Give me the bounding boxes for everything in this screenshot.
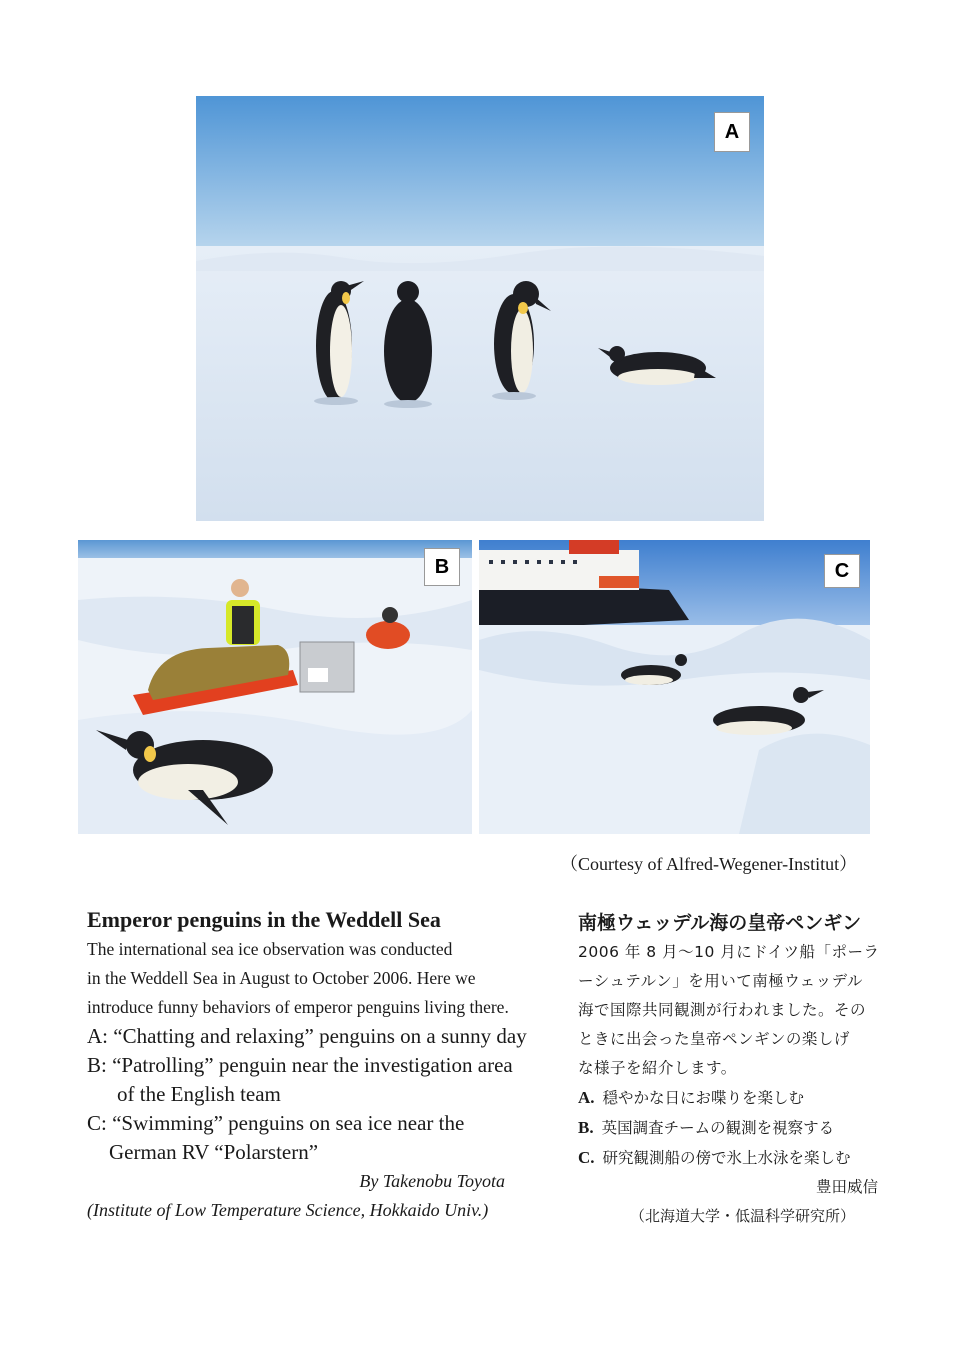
- english-item-continuation: of the English team: [117, 1082, 281, 1106]
- english-intro-line: introduce funny behaviors of emperor penguins living there.: [87, 997, 509, 1017]
- english-item-b: [87, 1051, 567, 1109]
- english-item-continuation: German RV “Polarstern”: [109, 1140, 319, 1164]
- japanese-item-b: [578, 1113, 888, 1143]
- english-byline: By Takenobu Toyota: [359, 1171, 505, 1191]
- english-intro-line: in the Weddell Sea in August to October 2006. Here we: [87, 968, 476, 988]
- photo-a-label: A: [714, 112, 750, 152]
- japanese-intro-line: ーシュテルン」を用いて南極ウェッデル: [578, 972, 863, 990]
- photo-b-image: [78, 540, 472, 834]
- photo-a-penguins-chatting: [196, 96, 764, 521]
- english-item-key: B: [87, 1053, 102, 1077]
- japanese-item-text: 研究観測船の傍で氷上水泳を楽しむ: [602, 1149, 851, 1167]
- photo-c-penguins-swimming: [479, 540, 870, 834]
- japanese-title: 南極ウェッデル海の皇帝ペンギン: [578, 912, 862, 934]
- japanese-item-key: C.: [578, 1148, 595, 1167]
- english-item-key: A: [87, 1024, 103, 1048]
- japanese-item-key: B.: [578, 1118, 594, 1137]
- english-item-text: : “Chatting and relaxing” penguins on a sunny day: [102, 1024, 527, 1048]
- english-intro-line: The international sea ice observation was conducted: [87, 939, 453, 959]
- japanese-item-text: 英国調査チームの観測を視察する: [601, 1119, 835, 1137]
- photo-b-label: B: [424, 548, 460, 586]
- japanese-item-key: A.: [578, 1088, 595, 1107]
- japanese-intro-line: な様子を紹介します。: [578, 1059, 737, 1077]
- english-item-text: : “Swimming” penguins on sea ice near the: [101, 1111, 465, 1135]
- photo-c-label: C: [824, 554, 860, 588]
- japanese-intro-line: 2006 年 8 月～10 月にドイツ船「ポーラ: [578, 943, 880, 961]
- japanese-intro-line: ときに出会った皇帝ペンギンの楽しげ: [578, 1030, 850, 1048]
- photo-c-image: [479, 540, 870, 834]
- english-affiliation: (Institute of Low Temperature Science, Hokkaido Univ.): [87, 1200, 489, 1220]
- photo-a-image: [196, 96, 764, 521]
- japanese-author: 豊田威信: [815, 1178, 878, 1196]
- english-item-key: C: [87, 1111, 102, 1135]
- japanese-caption: [578, 908, 888, 1231]
- japanese-intro-line: 海で国際共同観測が行われました。その: [578, 1001, 867, 1019]
- english-item-c: [87, 1109, 567, 1167]
- photo-credit: （Courtesy of Alfred-Wegener-Institut）: [560, 854, 858, 874]
- japanese-item-text: 穏やかな日にお喋りを楽しむ: [602, 1089, 805, 1107]
- english-title: Emperor penguins in the Weddell Sea: [87, 907, 441, 932]
- japanese-item-a: [578, 1083, 888, 1113]
- japanese-affiliation: （北海道大学・低温科学研究所）: [630, 1207, 856, 1225]
- english-caption: [87, 905, 567, 1225]
- english-item-a: [87, 1022, 567, 1051]
- photo-b-penguin-patrolling: [78, 540, 472, 834]
- japanese-item-c: [578, 1143, 888, 1173]
- english-item-text: : “Patrolling” penguin near the investigation area: [101, 1053, 513, 1077]
